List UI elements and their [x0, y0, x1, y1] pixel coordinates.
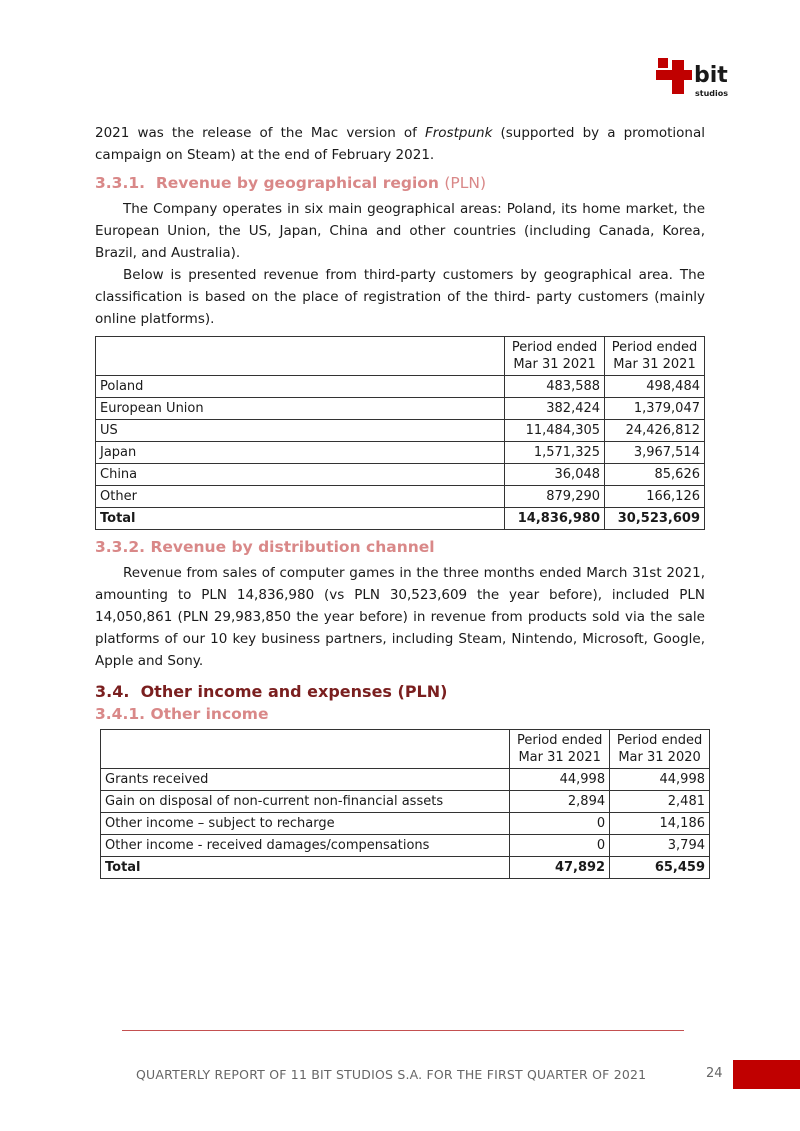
- column-header: Period ended Mar 31 2021: [505, 337, 605, 376]
- section-3-3-1-heading: 3.3.1. Revenue by geographical region (PLN): [95, 174, 487, 192]
- table-row: Other 879,290 166,126: [96, 486, 705, 508]
- footer-divider: [122, 1030, 684, 1031]
- logo-brand-top: bit: [694, 63, 728, 88]
- table-row: Other income - received damages/compensations 0 3,794: [101, 835, 710, 857]
- table-row: China 36,048 85,626: [96, 464, 705, 486]
- page-number: 24: [706, 1066, 723, 1081]
- revenue-by-region-table: [95, 336, 705, 530]
- column-header: Period ended Mar 31 2021: [510, 730, 610, 769]
- section-3-3-1-paragraph-1: The Company operates in six main geographical areas: Poland, its home market, the European Union, the US, Japan, China and other countries (including Canada, Korea, Brazil, and Australia).: [95, 201, 705, 261]
- table-row: European Union 382,424 1,379,047: [96, 398, 705, 420]
- footer-report-title: QUARTERLY REPORT OF 11 BIT STUDIOS S.A. FOR THE FIRST QUARTER OF 2021: [136, 1067, 647, 1082]
- page-tab-marker: [733, 1060, 800, 1089]
- section-3-4-heading: 3.4. Other income and expenses (PLN): [95, 682, 448, 701]
- table-row: Gain on disposal of non-current non-financial assets 2,894 2,481: [101, 791, 710, 813]
- table-total-row: Total 14,836,980 30,523,609: [96, 508, 705, 530]
- section-3-3-1-paragraph-2: Below is presented revenue from third-party customers by geographical area. The classification is based on the place of registration of the third- party customers (mainly online platforms).: [95, 267, 705, 327]
- page-content: [95, 122, 705, 883]
- table-header-row: [101, 730, 710, 769]
- section-3-3-2-paragraph: Revenue from sales of computer games in the three months ended March 31st 2021, amounting to PLN 14,836,980 (vs PLN 30,523,609 the year before), included PLN 14,050,861 (PLN 29,983,850 the year before) in revenue from products sold via the sale platforms of our 10 key business partners, including Steam, Nintendo, Microsoft, Google, Apple and Sony.: [95, 565, 705, 669]
- table-row: US 11,484,305 24,426,812: [96, 420, 705, 442]
- table-row: Grants received 44,998 44,998: [101, 769, 710, 791]
- section-3-3-2-heading: 3.3.2. Revenue by distribution channel: [95, 538, 435, 556]
- table-row: Other income – subject to recharge 0 14,186: [101, 813, 710, 835]
- intro-paragraph: 2021 was the release of the Mac version of Frostpunk (supported by a promotional campaign on Steam) at the end of February 2021.: [95, 125, 705, 163]
- table-row: Japan 1,571,325 3,967,514: [96, 442, 705, 464]
- other-income-table: [100, 729, 710, 879]
- column-header: Period ended Mar 31 2020: [610, 730, 710, 769]
- logo-brand-bottom: studios: [695, 89, 729, 98]
- company-logo: [656, 56, 736, 100]
- table-row: Poland 483,588 498,484: [96, 376, 705, 398]
- table-total-row: Total 47,892 65,459: [101, 857, 710, 879]
- table-header-row: [96, 337, 705, 376]
- section-3-4-1-heading: 3.4.1. Other income: [95, 705, 269, 723]
- column-header: Period ended Mar 31 2021: [605, 337, 705, 376]
